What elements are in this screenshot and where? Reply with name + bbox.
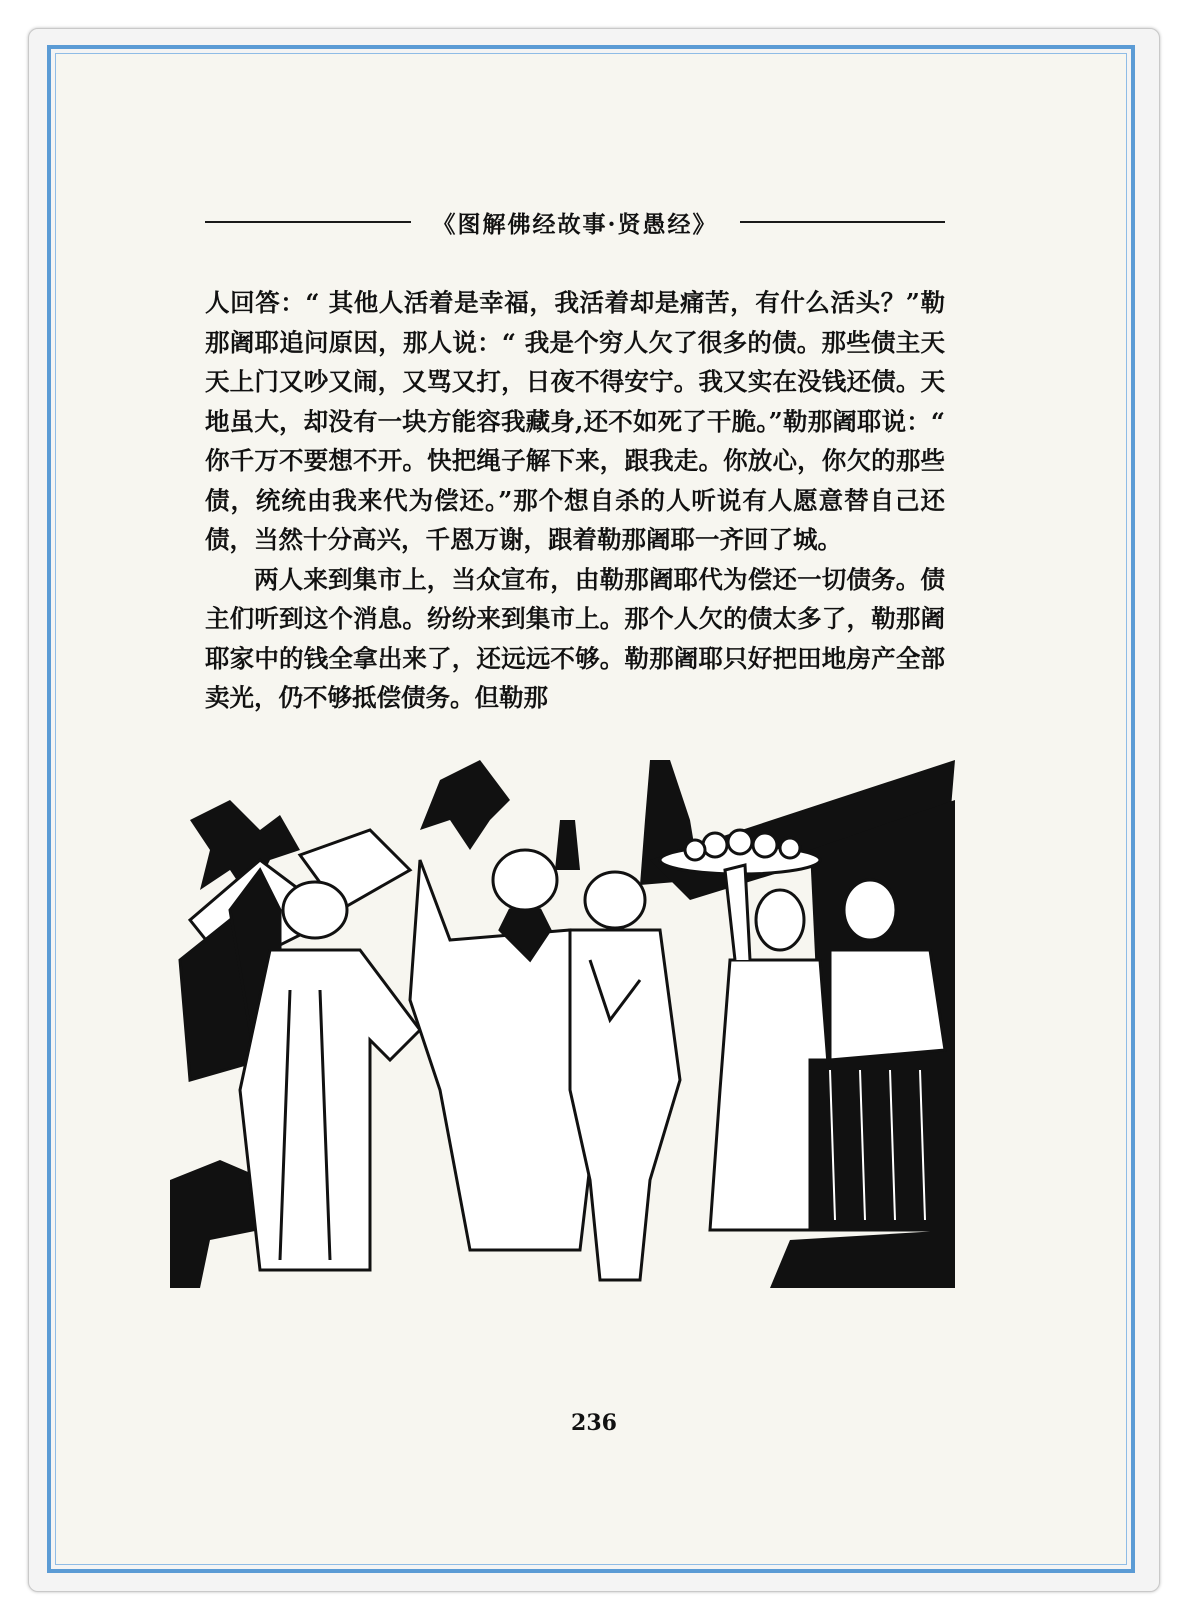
- paragraph-2: 两人来到集市上，当众宣布，由勒那阇耶代为偿还一切债务。债主们听到这个消息。纷纷来到集市上。那个人欠的债太多了，勒那阇耶家中的钱全拿出来了，还远远不够。勒那阇耶只好把田地房产全部卖光，仍不够抵偿债务。但勒那: [205, 564, 945, 712]
- header-rule-left: [205, 221, 411, 223]
- wooden-counter: [810, 1060, 955, 1230]
- figure-debtor: [570, 872, 680, 1280]
- paragraph-1: 人回答：“ 其他人活着是幸福，我活着却是痛苦，有什么活头？”勒那阇耶追问原因，那人说：“ 我是个穷人欠了很多的债。那些债主天天上门又吵又闹，又骂又打，日夜不得安宁。我又实在没钱还债。天地虽大，却没有一块方能容我藏身,还不如死了干脆。”勒那阇耶说：“ 你千万不要想不开。快把绳子解下来，跟我走。你放心，你欠的那些债，统统由我来代为偿还。”那个想自杀的人听说有人愿意替自己还债，当然十分高兴，千恩万谢，跟着勒那阇耶一齐回了城。: [205, 288, 945, 554]
- running-header: [205, 204, 945, 240]
- page-number: 236: [571, 1410, 617, 1436]
- header-rule-right: [740, 221, 946, 223]
- ground-right: [770, 1230, 955, 1288]
- book-title: 《图解佛经故事·贤愚经》: [432, 210, 718, 238]
- body-text: [205, 283, 945, 718]
- market-scene-illustration: [170, 760, 955, 1290]
